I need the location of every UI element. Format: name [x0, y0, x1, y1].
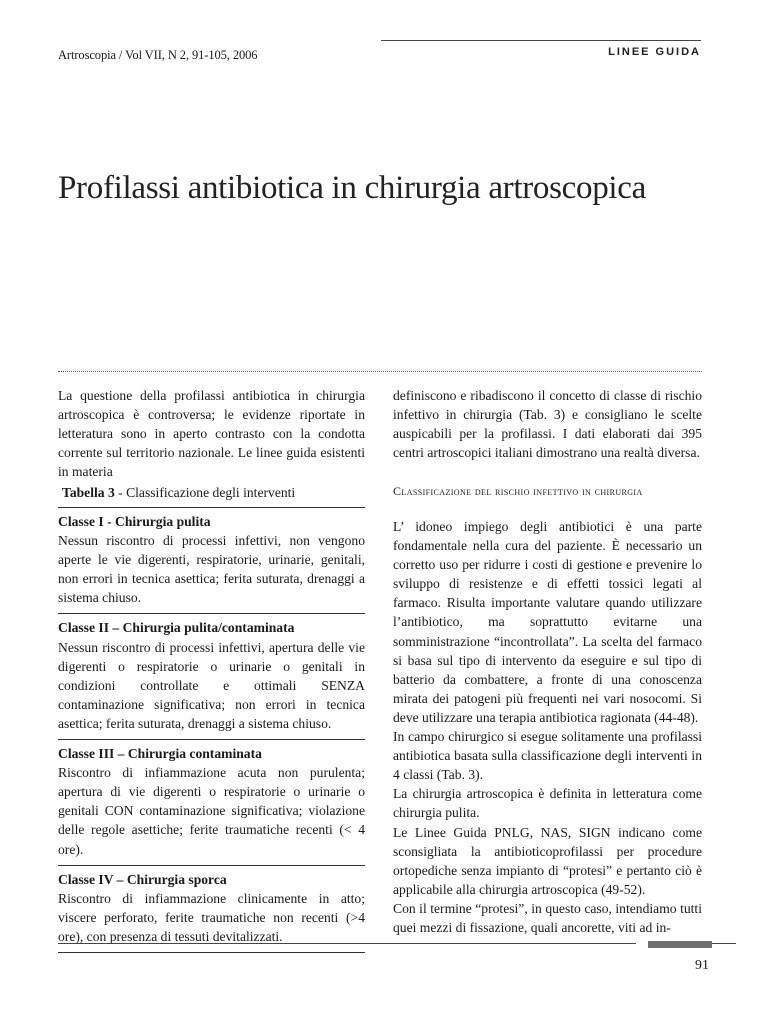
table-rule	[58, 952, 365, 953]
intro-right-column	[393, 386, 702, 462]
article-title: Profilassi antibiotica in chirurgia artroscopica	[58, 170, 646, 206]
intro-right-paragraph: definiscono e ribadiscono il concetto di classe di rischio infettivo in chirurgia (Tab. 3) e consigliano le scelte auspicabili per la profilassi. I dati elaborati dai 395 centri artroscopici italiani dimostrano una realtà diversa.	[393, 388, 702, 461]
table-caption-label: Tabella 3	[62, 485, 115, 500]
table-row-class-2	[58, 614, 365, 739]
class-title: Classe IV – Chirurgia sporca	[58, 871, 227, 887]
footer-rule-tail	[712, 943, 736, 944]
body-paragraph: Con il termine “protesi”, in questo caso, intendiamo tutti quei mezzi di fissazione, quali ancorette, viti ad in-	[393, 900, 702, 935]
body-right-column	[393, 517, 702, 937]
body-paragraph: In campo chirurgico si esegue solitamente una profilassi antibiotica basata sulla classificazione degli interventi in 4 classi (Tab. 3).	[393, 729, 702, 783]
class-title: Classe III – Chirurgia contaminata	[58, 746, 262, 762]
intro-left-paragraph: La questione della profilassi antibiotica in chirurgia artroscopica è controversa; le evidenze riportate in letteratura sono in aperto contrasto con la condotta corrente sul territorio nazionale. Le linee guida esistenti in materia	[58, 388, 365, 480]
table-row-class-3	[58, 740, 365, 865]
table-row-class-1	[58, 508, 365, 613]
footer-accent-bar	[648, 941, 712, 948]
body-paragraph: La chirurgia artroscopica è definita in letteratura come chirurgia pulita.	[393, 786, 702, 821]
class-title: Classe II – Chirurgia pulita/contaminata	[58, 620, 295, 636]
journal-citation: Artroscopia / Vol VII, N 2, 91-105, 2006	[58, 48, 258, 62]
section-heading: Classificazione del rischio infettivo in chirurgia	[393, 484, 643, 498]
section-label: LINEE GUIDA	[608, 46, 701, 58]
page-number: 91	[695, 958, 709, 973]
footer-rule	[58, 943, 636, 944]
table-row-class-4	[58, 866, 365, 952]
header-rule	[381, 40, 701, 41]
class-description: Riscontro di infiammazione acuta non purulenta; apertura di vie digerenti o respiratorie o urinarie o genitali CON contaminazione significativa; violazione delle regole asettiche; ferite traumatiche recenti (< 4 ore).	[58, 765, 365, 857]
body-paragraph: L’ idoneo impiego degli antibiotici è una parte fondamentale nella cura del paziente. È necessario un corretto uso per ridurre i costi di gestione e prevenire lo sviluppo di resistenze e di effetti tossici legati al farmaco. Risulta importante valutare quando utilizzare l’antibiotico, ma soprattutto evitarne una somministrazione “incontrollata”. La scelta del farmaco si basa sul tipo di intervento da eseguire e sul tipo di batterio da combattere, a fronte di una conoscenza mirata dei patogeni più frequenti nei vari nosocomi. Si deve utilizzare una terapia antibiotica ragionata (44-48).	[393, 519, 702, 725]
body-paragraph: Le Linee Guida PNLG, NAS, SIGN indicano come sconsigliata la antibioticoprofilassi per procedure ortopediche senza impianto di “protesi” e pertanto ciò è applicabile alla chirurgia artroscopica (49-52).	[393, 824, 702, 897]
class-description: Riscontro di infiammazione clinicamente in atto; viscere perforato, ferite traumatiche non recenti (>4 ore), con presenza di tessuti devitalizzati.	[58, 890, 365, 944]
table-caption-text: - Classificazione degli interventi	[114, 485, 296, 500]
intro-left-column	[58, 386, 365, 481]
class-title: Classe I - Chirurgia pulita	[58, 514, 211, 529]
table-caption	[62, 485, 362, 501]
classification-table	[58, 507, 365, 953]
class-description: Nessun riscontro di processi infettivi, apertura delle vie digerenti o respiratorie o urinarie o genitali in condizioni controllate e ottimali SENZA contaminazione significativa; non errori in tecnica asettica; ferita suturata, drenaggi a sistema chiuso.	[58, 639, 365, 731]
class-description: Nessun riscontro di processi infettivi, non vengono aperte le vie digerenti, respiratorie, urinarie, genitali, non errori in tecnica asettica; ferita suturata, drenaggi a sistema chiuso.	[58, 533, 365, 606]
title-divider	[58, 371, 702, 372]
